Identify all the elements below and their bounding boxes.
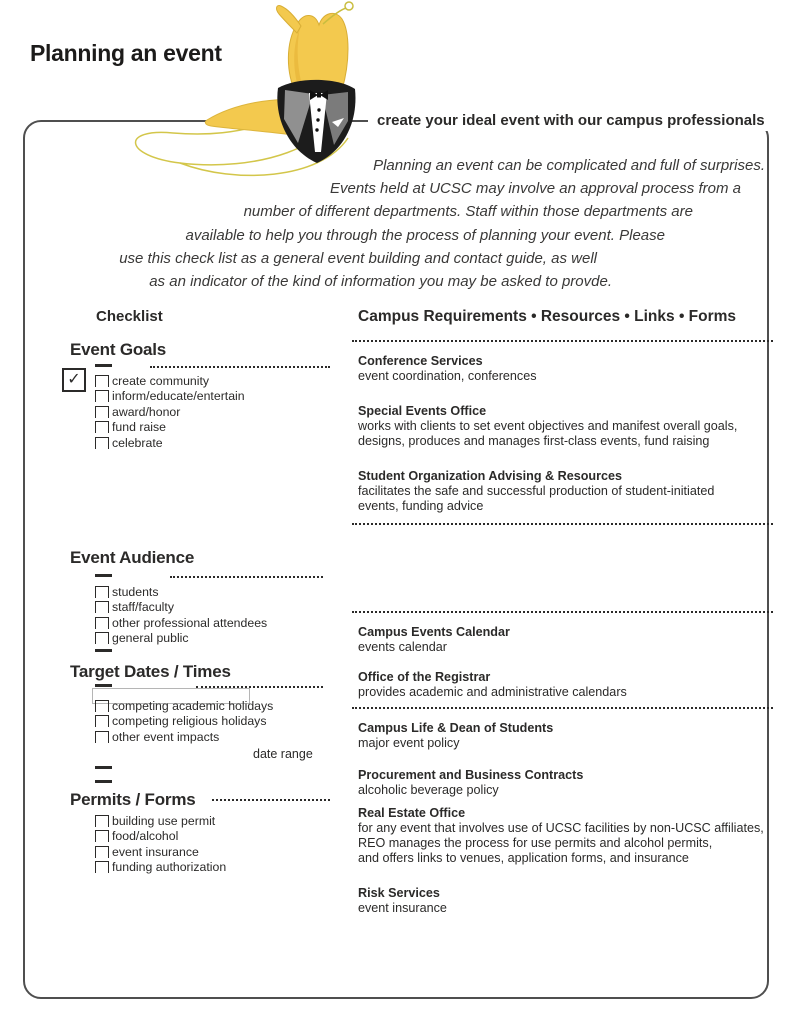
section-title-event-audience: Event Audience — [70, 548, 195, 567]
checkbox-row — [95, 435, 245, 451]
resource-desc: event insurance — [358, 901, 447, 915]
group-dash — [95, 574, 112, 577]
resource-desc: and offers links to venues, application forms, and insurance — [358, 851, 689, 865]
resource-desc: facilitates the safe and successful production of student-initiated — [358, 484, 715, 498]
intro-line: number of different departments. Staff within those departments are — [243, 203, 693, 220]
resources-header: Campus Requirements • Resources • Links • Forms — [358, 308, 737, 325]
resource-procurement-contracts — [358, 768, 583, 798]
resource-student-org-advising — [358, 469, 714, 514]
checkbox[interactable] — [95, 437, 109, 449]
dotted-divider — [352, 707, 773, 709]
checkbox-row — [95, 844, 226, 860]
checkbox[interactable] — [95, 715, 109, 727]
intro-line: use this check list as a general event building and contact guide, as well — [119, 250, 597, 267]
checkbox-row — [95, 631, 267, 647]
checkbox-label: fund raise — [112, 420, 167, 435]
checkbox-label: food/alcohol — [112, 829, 179, 844]
checkbox-row — [95, 714, 273, 730]
checkbox-row — [95, 813, 226, 829]
resource-desc: events, funding advice — [358, 499, 484, 513]
checkbox[interactable] — [95, 632, 109, 644]
resource-name: Campus Events Calendar — [358, 625, 510, 639]
checkbox-row — [95, 829, 226, 845]
checkbox[interactable] — [95, 861, 109, 873]
dotted-divider — [352, 611, 773, 613]
resource-campus-events-calendar — [358, 625, 510, 655]
dotted-rule — [170, 576, 323, 578]
resource-conference-services — [358, 354, 537, 384]
checkbox-label: create community — [112, 373, 210, 388]
checkbox[interactable] — [95, 375, 109, 387]
tagline: create your ideal event with our campus professionals — [368, 110, 774, 131]
resource-office-of-registrar — [358, 670, 627, 700]
resource-name: Procurement and Business Contracts — [358, 768, 584, 782]
checkbox-row — [95, 698, 273, 714]
resource-desc: provides academic and administrative calendars — [358, 685, 627, 699]
checkbox-label: competing religious holidays — [112, 714, 267, 729]
group-dash — [95, 364, 112, 367]
intro-line: as an indicator of the kind of information you may be asked to provde. — [149, 273, 612, 290]
checkbox[interactable] — [95, 815, 109, 827]
checkbox[interactable] — [95, 830, 109, 842]
checkbox-row — [95, 729, 273, 745]
checkbox-label: staff/faculty — [112, 600, 174, 615]
resource-desc: designs, produces and manages first-class events, fund raising — [358, 434, 710, 448]
checkbox[interactable] — [95, 586, 109, 598]
checkbox[interactable] — [95, 601, 109, 613]
intro-line: Planning an event can be complicated and full of surprises. — [373, 157, 765, 174]
checkbox-label: other professional attendees — [112, 615, 268, 630]
checkbox[interactable] — [95, 731, 109, 743]
group-dash — [95, 766, 112, 769]
dotted-rule — [212, 799, 330, 801]
checkbox[interactable] — [95, 700, 109, 712]
checkbox-row — [95, 860, 226, 876]
checkbox-label: students — [112, 584, 159, 599]
dotted-rule — [150, 366, 330, 368]
section-title-permits-forms: Permits / Forms — [70, 790, 196, 809]
dotted-divider — [352, 523, 773, 525]
checkbox-row — [95, 615, 267, 631]
resource-special-events-office — [358, 404, 737, 449]
checkbox-label: other event impacts — [112, 729, 220, 744]
intro-line: Events held at UCSC may involve an approval process from a — [329, 180, 741, 197]
checkbox-label: competing academic holidays — [112, 698, 274, 713]
checkbox-label: award/honor — [112, 404, 181, 419]
slug-mascot-svg — [85, 0, 385, 195]
checkbox-label: event insurance — [112, 844, 199, 859]
resource-name: Real Estate Office — [358, 806, 466, 820]
checkbox-row — [95, 600, 267, 616]
intro-line: available to help you through the process of planning your event. Please — [185, 227, 665, 244]
checkbox-label: inform/educate/entertain — [112, 389, 245, 404]
master-checkbox[interactable]: ✓ — [62, 368, 86, 392]
resource-name: Conference Services — [358, 354, 483, 368]
dotted-divider — [352, 340, 773, 342]
resource-name: Campus Life & Dean of Students — [358, 721, 554, 735]
checkbox[interactable] — [95, 390, 109, 402]
date-range-label: date range — [253, 747, 313, 761]
dotted-rule — [196, 686, 323, 688]
section-title-target-dates: Target Dates / Times — [70, 662, 231, 681]
checkbox-row — [95, 373, 245, 389]
checkbox[interactable] — [95, 406, 109, 418]
resource-name: Special Events Office — [358, 404, 487, 418]
checkbox-row — [95, 584, 267, 600]
target-dates-items — [95, 698, 273, 745]
resource-desc: events calendar — [358, 640, 447, 654]
checkbox[interactable] — [95, 421, 109, 433]
checkbox-label: funding authorization — [112, 860, 227, 875]
resource-real-estate-office — [358, 806, 764, 866]
event-audience-items — [95, 584, 267, 646]
permits-forms-items — [95, 813, 226, 875]
checkbox[interactable] — [95, 846, 109, 858]
group-dash — [95, 780, 112, 783]
checklist-header: Checklist — [96, 308, 163, 325]
resource-name: Office of the Registrar — [358, 670, 491, 684]
resource-risk-services — [358, 886, 447, 916]
resource-desc: alcoholic beverage policy — [358, 783, 499, 797]
resource-desc: REO manages the process for use permits and alcohol permits, — [358, 836, 713, 850]
resource-name: Student Organization Advising & Resources — [358, 469, 623, 483]
resource-desc: major event policy — [358, 736, 460, 750]
checkbox-row — [95, 389, 245, 405]
event-goals-items — [95, 373, 245, 451]
checkbox-label: celebrate — [112, 435, 163, 450]
page-title: Planning an event — [30, 40, 222, 66]
checkbox-label: general public — [112, 631, 189, 646]
resource-name: Risk Services — [358, 886, 440, 900]
checkbox[interactable] — [95, 617, 109, 629]
group-dash — [95, 649, 112, 652]
checkbox-row — [95, 404, 245, 420]
checkbox-label: building use permit — [112, 813, 216, 828]
resource-desc: event coordination, conferences — [358, 369, 537, 383]
resource-desc: for any event that involves use of UCSC facilities by non-UCSC affiliates, — [358, 821, 764, 835]
resource-campus-life-dean — [358, 721, 553, 751]
group-dash — [95, 684, 112, 687]
section-title-event-goals: Event Goals — [70, 340, 167, 359]
resource-desc: works with clients to set event objectives and manifest overall goals, — [358, 419, 738, 433]
checkbox-row — [95, 420, 245, 436]
slug-mascot-illustration — [85, 0, 385, 195]
